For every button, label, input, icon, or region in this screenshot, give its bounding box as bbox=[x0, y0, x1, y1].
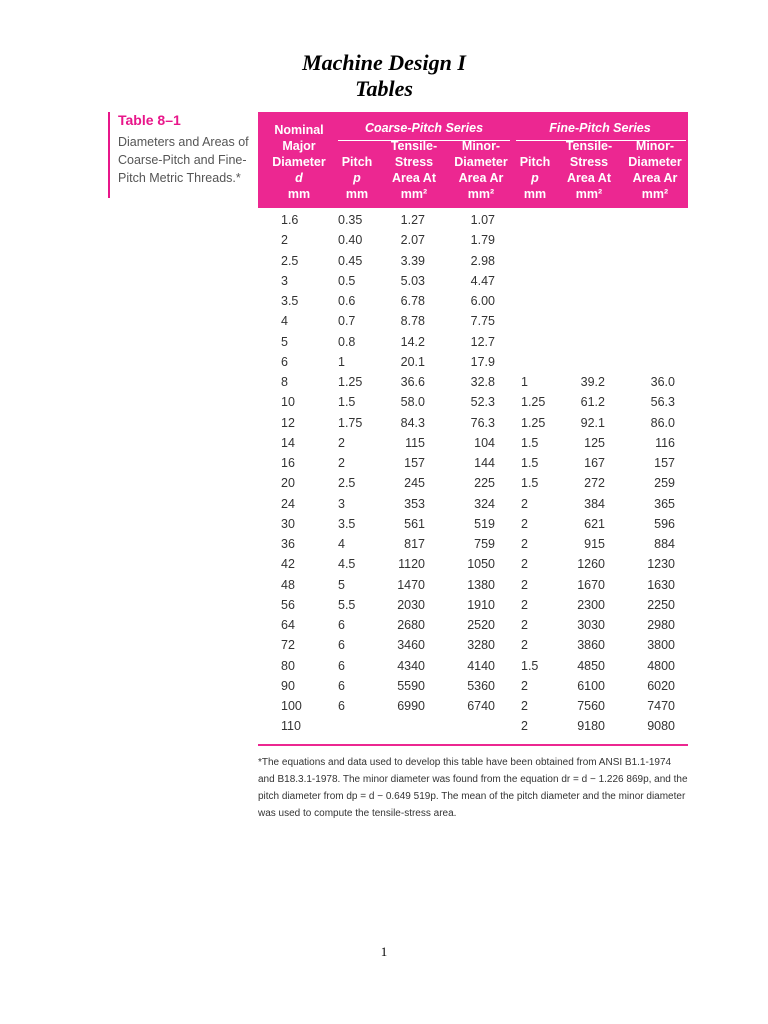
cell-fine-pitch: 1.25 bbox=[521, 395, 546, 410]
cell-coarse-tensile-area: 561 bbox=[404, 516, 425, 531]
cell-coarse-pitch: 0.5 bbox=[338, 273, 356, 288]
page-number: 1 bbox=[380, 944, 388, 959]
table-row bbox=[258, 576, 688, 596]
table-row bbox=[258, 272, 688, 292]
cell-coarse-minor-area: 104 bbox=[474, 435, 495, 450]
cell-fine-tensile-area: 3030 bbox=[577, 618, 605, 632]
cell-coarse-tensile-area: 20.1 bbox=[400, 354, 425, 369]
cell-coarse-minor-area: 1.07 bbox=[470, 213, 495, 227]
page-subtitle: Tables bbox=[355, 76, 413, 101]
header-text: Area Ar bbox=[632, 171, 678, 185]
cell-diameter: 8 bbox=[281, 375, 288, 389]
table-row bbox=[258, 292, 688, 312]
cell-coarse-minor-area: 225 bbox=[474, 476, 495, 491]
cell-coarse-pitch: 1.5 bbox=[338, 395, 356, 410]
cell-diameter: 48 bbox=[281, 577, 295, 592]
cell-coarse-minor-area: 6740 bbox=[467, 699, 495, 713]
cell-fine-pitch: 2 bbox=[521, 719, 528, 734]
cell-coarse-tensile-area: 245 bbox=[404, 476, 425, 491]
cell-coarse-pitch: 5 bbox=[338, 577, 345, 592]
cell-fine-minor-area: 9080 bbox=[647, 719, 675, 734]
cell-fine-tensile-area: 915 bbox=[584, 537, 605, 551]
cell-coarse-tensile-area: 2.07 bbox=[400, 233, 425, 248]
cell-fine-minor-area: 365 bbox=[654, 496, 675, 511]
table-row bbox=[258, 353, 688, 373]
table-row bbox=[258, 515, 688, 535]
cell-diameter: 4 bbox=[281, 314, 288, 329]
cell-coarse-pitch: 1.75 bbox=[338, 415, 363, 430]
cell-diameter: 80 bbox=[281, 658, 295, 673]
cell-coarse-tensile-area: 157 bbox=[404, 456, 425, 470]
cell-fine-pitch: 2 bbox=[521, 597, 528, 612]
cell-fine-tensile-area: 9180 bbox=[577, 719, 605, 734]
cell-coarse-pitch: 2 bbox=[338, 435, 345, 450]
header-text: p bbox=[531, 171, 539, 185]
cell-fine-pitch: 2 bbox=[521, 638, 528, 653]
header-text: Area Ar bbox=[458, 171, 504, 185]
cell-coarse-minor-area: 17.9 bbox=[470, 354, 495, 369]
header-nominal-diameter bbox=[266, 122, 332, 202]
header-text: mm bbox=[287, 187, 311, 201]
cell-fine-minor-area: 6020 bbox=[647, 678, 675, 693]
cell-fine-minor-area: 157 bbox=[654, 456, 675, 470]
table-body bbox=[258, 211, 688, 738]
header-text: Nominal bbox=[274, 123, 324, 137]
table-row bbox=[258, 333, 688, 353]
cell-coarse-pitch: 0.7 bbox=[338, 314, 356, 329]
cell-coarse-minor-area: 7.75 bbox=[470, 314, 495, 329]
cell-diameter: 6 bbox=[281, 354, 288, 369]
cell-diameter: 3.5 bbox=[281, 294, 299, 308]
header-text: Minor- bbox=[461, 139, 501, 153]
cell-coarse-minor-area: 1380 bbox=[467, 577, 495, 592]
cell-coarse-pitch: 0.35 bbox=[338, 213, 363, 227]
table-row bbox=[258, 596, 688, 616]
table-row bbox=[258, 454, 688, 474]
cell-diameter: 2.5 bbox=[281, 253, 299, 268]
cell-fine-pitch: 2 bbox=[521, 537, 528, 551]
cell-fine-minor-area: 1230 bbox=[647, 557, 675, 572]
cell-fine-tensile-area: 92.1 bbox=[580, 415, 605, 430]
header-text: Area At bbox=[392, 171, 436, 185]
header-coarse-series: Coarse-Pitch Series bbox=[364, 121, 484, 135]
cell-coarse-minor-area: 52.3 bbox=[470, 395, 495, 410]
cell-diameter: 3 bbox=[281, 273, 288, 288]
page-title: Machine Design I bbox=[302, 50, 466, 75]
table-row bbox=[258, 211, 688, 231]
table-row bbox=[258, 495, 688, 515]
cell-coarse-tensile-area: 1.27 bbox=[400, 213, 425, 227]
header-fine-minor bbox=[622, 138, 688, 202]
cell-coarse-pitch: 1 bbox=[338, 354, 345, 369]
cell-coarse-pitch: 2 bbox=[338, 456, 345, 470]
cell-diameter: 1.6 bbox=[281, 213, 299, 227]
cell-coarse-minor-area: 144 bbox=[474, 456, 495, 470]
cell-coarse-minor-area: 2.98 bbox=[470, 253, 495, 268]
header-text: Pitch bbox=[519, 155, 551, 169]
table-bottom-rule bbox=[258, 744, 688, 746]
header-text: Tensile- bbox=[390, 139, 438, 153]
cell-fine-tensile-area: 3860 bbox=[577, 638, 605, 653]
cell-fine-minor-area: 7470 bbox=[647, 699, 675, 713]
cell-fine-pitch: 2 bbox=[521, 618, 528, 632]
cell-coarse-tensile-area: 14.2 bbox=[400, 334, 425, 349]
cell-coarse-pitch: 3 bbox=[338, 496, 345, 511]
table-row bbox=[258, 252, 688, 272]
cell-coarse-pitch: 1.25 bbox=[338, 375, 363, 389]
table-header bbox=[258, 112, 688, 208]
table-row bbox=[258, 717, 688, 737]
header-text: mm² bbox=[641, 187, 669, 201]
cell-fine-minor-area: 596 bbox=[654, 516, 675, 531]
header-text: d bbox=[295, 171, 303, 185]
table-row bbox=[258, 373, 688, 393]
cell-coarse-tensile-area: 84.3 bbox=[400, 415, 425, 430]
cell-coarse-tensile-area: 6.78 bbox=[400, 294, 425, 308]
cell-fine-pitch: 1 bbox=[521, 375, 528, 389]
header-text: Minor- bbox=[635, 139, 675, 153]
cell-coarse-pitch: 0.8 bbox=[338, 334, 356, 349]
cell-fine-minor-area: 86.0 bbox=[650, 415, 675, 430]
cell-fine-tensile-area: 272 bbox=[584, 476, 605, 491]
cell-coarse-tensile-area: 817 bbox=[404, 537, 425, 551]
header-coarse-pitch bbox=[334, 154, 380, 202]
cell-coarse-tensile-area: 5590 bbox=[397, 678, 425, 693]
cell-coarse-tensile-area: 36.6 bbox=[400, 375, 425, 389]
table-caption bbox=[108, 112, 258, 198]
cell-diameter: 12 bbox=[281, 415, 295, 430]
cell-fine-tensile-area: 384 bbox=[584, 496, 605, 511]
table-row bbox=[258, 555, 688, 575]
cell-fine-pitch: 1.25 bbox=[521, 415, 546, 430]
header-text: Major bbox=[282, 139, 316, 153]
cell-coarse-minor-area: 759 bbox=[474, 537, 495, 551]
cell-diameter: 2 bbox=[281, 233, 288, 248]
table-row bbox=[258, 657, 688, 677]
header-text: Diameter bbox=[454, 155, 508, 169]
cell-diameter: 30 bbox=[281, 516, 295, 531]
cell-coarse-pitch: 5.5 bbox=[338, 597, 356, 612]
cell-fine-tensile-area: 1670 bbox=[577, 577, 605, 592]
cell-coarse-tensile-area: 6990 bbox=[397, 699, 425, 713]
cell-coarse-pitch: 6 bbox=[338, 638, 345, 653]
header-coarse-minor bbox=[448, 138, 514, 202]
cell-diameter: 90 bbox=[281, 678, 295, 693]
cell-diameter: 16 bbox=[281, 456, 295, 470]
cell-diameter: 100 bbox=[281, 699, 302, 713]
header-coarse-tensile bbox=[380, 138, 448, 202]
cell-fine-pitch: 1.5 bbox=[521, 435, 539, 450]
cell-fine-tensile-area: 125 bbox=[584, 435, 605, 450]
cell-fine-tensile-area: 621 bbox=[584, 516, 605, 531]
cell-coarse-minor-area: 4140 bbox=[467, 658, 495, 673]
cell-coarse-tensile-area: 353 bbox=[404, 496, 425, 511]
cell-coarse-minor-area: 324 bbox=[474, 496, 495, 511]
table-footnote: *The equations and data used to develop this table have been obtained from ANSI B1.1-1974 and B18.3.1-1978. The minor diameter was found from the equation dr = d − 1.226 869p, and the pitch diameter from dp = d − 0.649 519p. The mean of the pitch diameter and the minor diameter was used to compute the tensile-stress area. bbox=[258, 757, 688, 819]
cell-fine-pitch: 2 bbox=[521, 699, 528, 713]
header-text: Stress bbox=[569, 155, 609, 169]
cell-fine-tensile-area: 4850 bbox=[577, 658, 605, 673]
table-row bbox=[258, 393, 688, 413]
cell-fine-minor-area: 116 bbox=[655, 435, 675, 450]
cell-fine-minor-area: 36.0 bbox=[650, 375, 675, 389]
table-caption-text: Diameters and Areas of Coarse-Pitch and Fine-Pitch Metric Threads.* bbox=[118, 135, 249, 185]
cell-fine-minor-area: 2980 bbox=[647, 618, 675, 632]
cell-diameter: 42 bbox=[281, 557, 295, 572]
header-text: mm² bbox=[575, 187, 603, 201]
cell-fine-minor-area: 56.3 bbox=[650, 395, 675, 410]
cell-coarse-minor-area: 6.00 bbox=[470, 294, 495, 308]
cell-fine-pitch: 2 bbox=[521, 496, 528, 511]
cell-coarse-tensile-area: 3.39 bbox=[400, 253, 425, 268]
cell-coarse-minor-area: 12.7 bbox=[470, 334, 495, 349]
cell-diameter: 72 bbox=[281, 638, 295, 653]
cell-coarse-minor-area: 3280 bbox=[467, 638, 495, 653]
cell-diameter: 5 bbox=[281, 334, 288, 349]
cell-coarse-minor-area: 32.8 bbox=[470, 375, 495, 389]
cell-fine-pitch: 2 bbox=[521, 557, 528, 572]
cell-fine-minor-area: 3800 bbox=[647, 638, 675, 653]
table-row bbox=[258, 697, 688, 717]
header-text: p bbox=[353, 171, 361, 185]
header-text: mm bbox=[345, 187, 369, 201]
cell-coarse-tensile-area: 8.78 bbox=[400, 314, 425, 329]
table-row bbox=[258, 677, 688, 697]
cell-coarse-tensile-area: 2680 bbox=[397, 618, 425, 632]
header-text: Diameter bbox=[272, 155, 326, 169]
cell-coarse-tensile-area: 5.03 bbox=[400, 273, 425, 288]
table-row bbox=[258, 414, 688, 434]
cell-fine-pitch: 2 bbox=[521, 577, 528, 592]
header-text: mm bbox=[523, 187, 547, 201]
cell-coarse-tensile-area: 1470 bbox=[397, 577, 425, 592]
cell-fine-pitch: 1.5 bbox=[521, 476, 539, 491]
table-row bbox=[258, 474, 688, 494]
cell-coarse-tensile-area: 3460 bbox=[397, 638, 425, 653]
cell-coarse-minor-area: 76.3 bbox=[470, 415, 495, 430]
cell-coarse-pitch: 3.5 bbox=[338, 516, 356, 531]
cell-coarse-tensile-area: 4340 bbox=[397, 658, 425, 673]
cell-fine-pitch: 1.5 bbox=[521, 658, 539, 673]
header-text: Tensile- bbox=[565, 139, 613, 153]
cell-fine-minor-area: 1630 bbox=[647, 577, 675, 592]
table-row bbox=[258, 616, 688, 636]
header-text: Stress bbox=[394, 155, 434, 169]
cell-coarse-minor-area: 4.47 bbox=[470, 273, 495, 288]
cell-coarse-pitch: 0.45 bbox=[338, 253, 363, 268]
table-row bbox=[258, 231, 688, 251]
cell-coarse-minor-area: 2520 bbox=[467, 618, 495, 632]
cell-coarse-tensile-area: 115 bbox=[405, 435, 425, 450]
cell-fine-pitch: 2 bbox=[521, 516, 528, 531]
cell-diameter: 20 bbox=[281, 476, 295, 491]
header-fine-tensile bbox=[556, 138, 622, 202]
cell-diameter: 14 bbox=[281, 435, 295, 450]
header-text: Area At bbox=[567, 171, 611, 185]
cell-coarse-tensile-area: 58.0 bbox=[400, 395, 425, 410]
cell-coarse-pitch: 6 bbox=[338, 618, 345, 632]
cell-fine-pitch: 1.5 bbox=[521, 456, 539, 470]
cell-coarse-pitch: 0.40 bbox=[338, 233, 363, 248]
cell-coarse-pitch: 0.6 bbox=[338, 294, 356, 308]
cell-coarse-pitch: 6 bbox=[338, 678, 345, 693]
cell-diameter: 64 bbox=[281, 618, 295, 632]
cell-coarse-minor-area: 519 bbox=[474, 516, 495, 531]
table-row bbox=[258, 535, 688, 555]
cell-fine-tensile-area: 6100 bbox=[577, 678, 605, 693]
cell-diameter: 110 bbox=[281, 719, 301, 734]
cell-coarse-pitch: 4 bbox=[338, 537, 345, 551]
table-row bbox=[258, 636, 688, 656]
header-text: mm² bbox=[467, 187, 495, 201]
cell-diameter: 24 bbox=[281, 496, 295, 511]
cell-fine-tensile-area: 2300 bbox=[577, 597, 605, 612]
cell-fine-minor-area: 884 bbox=[654, 537, 675, 551]
cell-diameter: 10 bbox=[281, 395, 295, 410]
cell-coarse-tensile-area: 2030 bbox=[397, 597, 425, 612]
cell-fine-minor-area: 259 bbox=[654, 476, 675, 491]
cell-fine-tensile-area: 7560 bbox=[577, 699, 605, 713]
cell-diameter: 56 bbox=[281, 597, 295, 612]
header-text: Diameter bbox=[628, 155, 682, 169]
table-row bbox=[258, 312, 688, 332]
cell-coarse-minor-area: 1910 bbox=[467, 597, 495, 612]
header-text: mm² bbox=[400, 187, 428, 201]
cell-coarse-pitch: 6 bbox=[338, 658, 345, 673]
cell-fine-tensile-area: 39.2 bbox=[580, 375, 605, 389]
cell-fine-pitch: 2 bbox=[521, 678, 528, 693]
cell-fine-tensile-area: 167 bbox=[584, 456, 605, 470]
table-row bbox=[258, 434, 688, 454]
header-fine-pitch bbox=[512, 154, 558, 202]
cell-coarse-minor-area: 1.79 bbox=[470, 233, 495, 248]
cell-coarse-tensile-area: 1120 bbox=[398, 557, 425, 572]
header-text: Pitch bbox=[341, 155, 373, 169]
cell-fine-minor-area: 4800 bbox=[647, 658, 675, 673]
table-number: Table 8–1 bbox=[118, 112, 181, 128]
cell-coarse-pitch: 6 bbox=[338, 699, 345, 713]
cell-coarse-minor-area: 1050 bbox=[467, 557, 495, 572]
cell-fine-tensile-area: 61.2 bbox=[580, 395, 605, 410]
cell-coarse-minor-area: 5360 bbox=[467, 678, 495, 693]
header-fine-series: Fine-Pitch Series bbox=[549, 121, 651, 135]
cell-coarse-pitch: 4.5 bbox=[338, 557, 356, 572]
cell-fine-tensile-area: 1260 bbox=[577, 557, 605, 572]
cell-coarse-pitch: 2.5 bbox=[338, 476, 356, 491]
cell-diameter: 36 bbox=[281, 537, 295, 551]
cell-fine-minor-area: 2250 bbox=[647, 597, 675, 612]
